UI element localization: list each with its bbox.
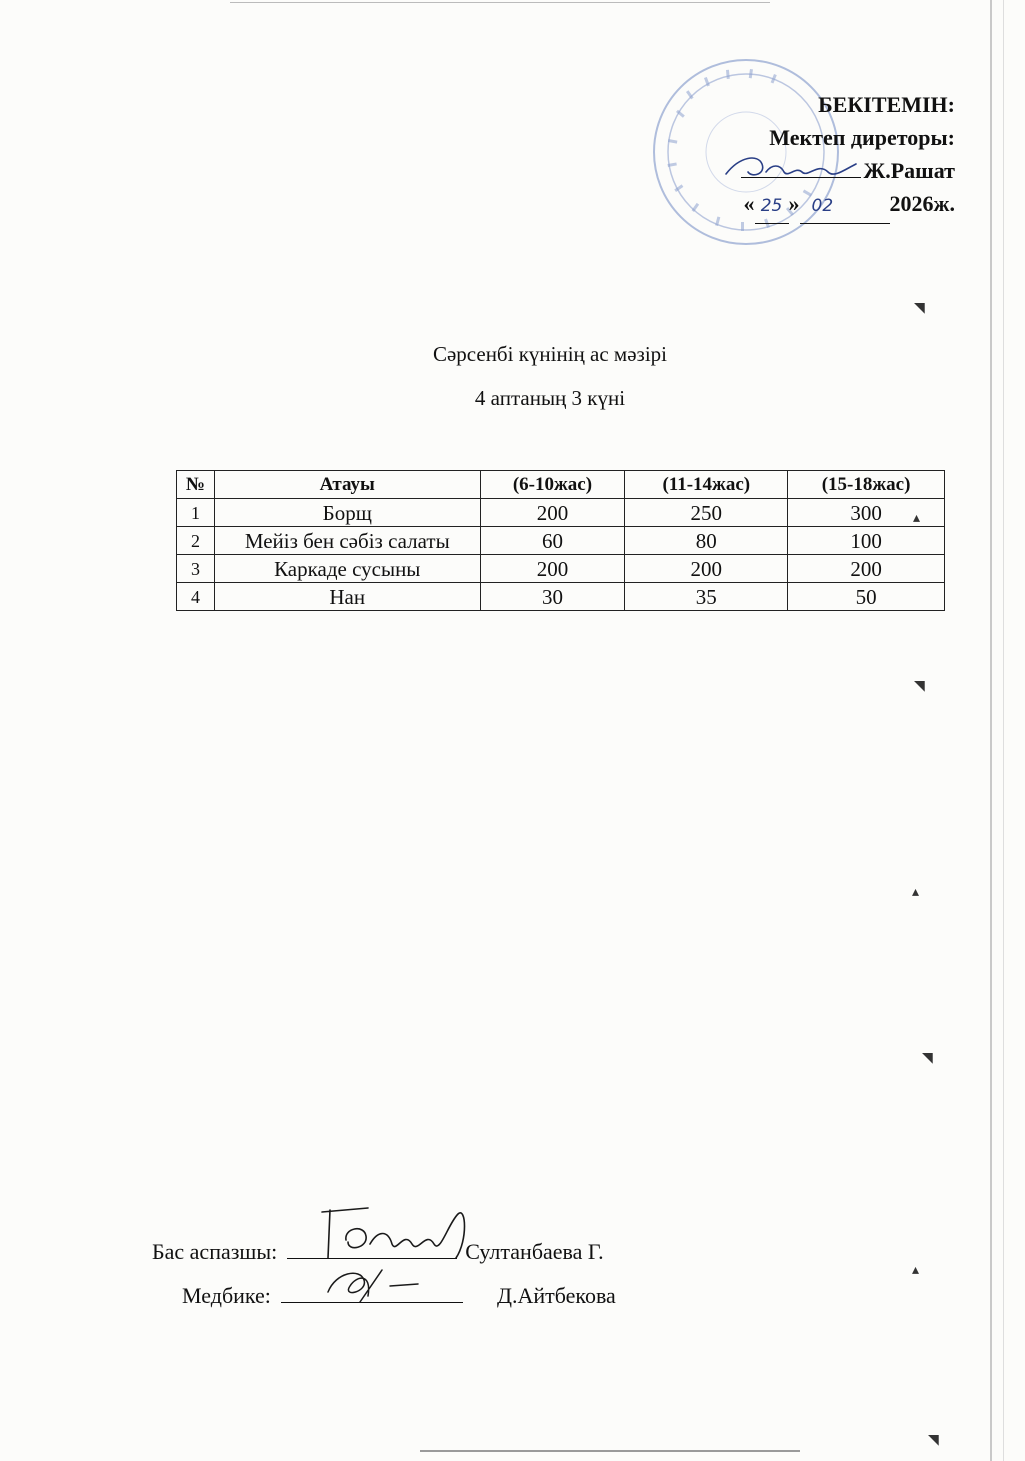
column-header-name: Атауы <box>214 471 480 499</box>
row-number: 2 <box>177 527 215 555</box>
column-header-age-15-18: (15-18жас) <box>788 471 945 499</box>
date-month: 02 <box>800 190 890 224</box>
portion-11-14: 35 <box>625 583 788 611</box>
scan-speck: ◥ <box>914 301 925 316</box>
table-row <box>177 555 945 583</box>
nurse-signature-line <box>281 1280 463 1303</box>
dish-name: Каркаде сусыны <box>214 555 480 583</box>
scan-speck: ◥ <box>914 679 925 694</box>
portion-11-14: 250 <box>625 499 788 527</box>
table-header-row <box>177 471 945 499</box>
portion-11-14: 80 <box>625 527 788 555</box>
portion-15-18: 50 <box>788 583 945 611</box>
approval-heading: БЕКІТЕМІН: <box>818 92 955 117</box>
chef-signature-row <box>152 1236 604 1265</box>
date-open-quote: « <box>743 191 755 216</box>
nurse-signature-row <box>182 1280 616 1309</box>
portion-6-10: 30 <box>480 583 625 611</box>
page-edge <box>990 0 992 1461</box>
menu-title: Сәрсенбі күнінің ас мәзірі <box>432 342 668 366</box>
date-day: 25 <box>755 190 789 224</box>
menu-subtitle: 4 аптаның 3 күні <box>474 386 626 410</box>
dish-name: Мейіз бен сәбіз салаты <box>214 527 480 555</box>
portion-6-10: 200 <box>480 499 625 527</box>
table-row <box>177 499 945 527</box>
page-edge-secondary <box>1003 0 1004 1461</box>
dish-name: Нан <box>214 583 480 611</box>
column-header-age-11-14: (11-14жас) <box>625 471 788 499</box>
chef-name: Султанбаева Г. <box>465 1239 604 1264</box>
column-header-number: № <box>177 471 215 499</box>
approval-name-line <box>695 154 955 187</box>
scan-speck: ◥ <box>928 1433 939 1448</box>
row-number: 1 <box>177 499 215 527</box>
portion-15-18: 100 <box>788 527 945 555</box>
scan-speck: ▴ <box>912 1263 920 1278</box>
row-number: 3 <box>177 555 215 583</box>
approval-name: Ж.Рашат <box>863 158 955 183</box>
portion-15-18: 300 <box>788 499 945 527</box>
portion-6-10: 60 <box>480 527 625 555</box>
portion-11-14: 200 <box>625 555 788 583</box>
date-close-quote: » <box>788 191 800 216</box>
portion-15-18: 200 <box>788 555 945 583</box>
table-row <box>177 583 945 611</box>
portion-6-10: 200 <box>480 555 625 583</box>
nurse-name: Д.Айтбекова <box>496 1283 616 1308</box>
date-year: 2026ж. <box>889 191 955 216</box>
row-number: 4 <box>177 583 215 611</box>
scan-speck: ◥ <box>922 1051 933 1066</box>
dish-name: Борщ <box>214 499 480 527</box>
column-header-age-6-10: (6-10жас) <box>480 471 625 499</box>
table-row <box>177 527 945 555</box>
signature-line <box>741 157 861 178</box>
chef-signature-line <box>287 1236 457 1259</box>
top-edge-line <box>230 2 770 3</box>
menu-table <box>176 470 945 611</box>
bottom-edge-line <box>420 1450 800 1452</box>
scan-speck: ▴ <box>912 885 920 900</box>
nurse-label: Медбике: <box>182 1283 271 1308</box>
approval-position: Мектеп диреторы: <box>769 125 955 150</box>
approval-block <box>695 88 955 224</box>
scan-speck: ▴ <box>913 511 921 526</box>
approval-date-line <box>695 187 955 224</box>
chef-label: Бас аспазшы: <box>152 1239 278 1264</box>
